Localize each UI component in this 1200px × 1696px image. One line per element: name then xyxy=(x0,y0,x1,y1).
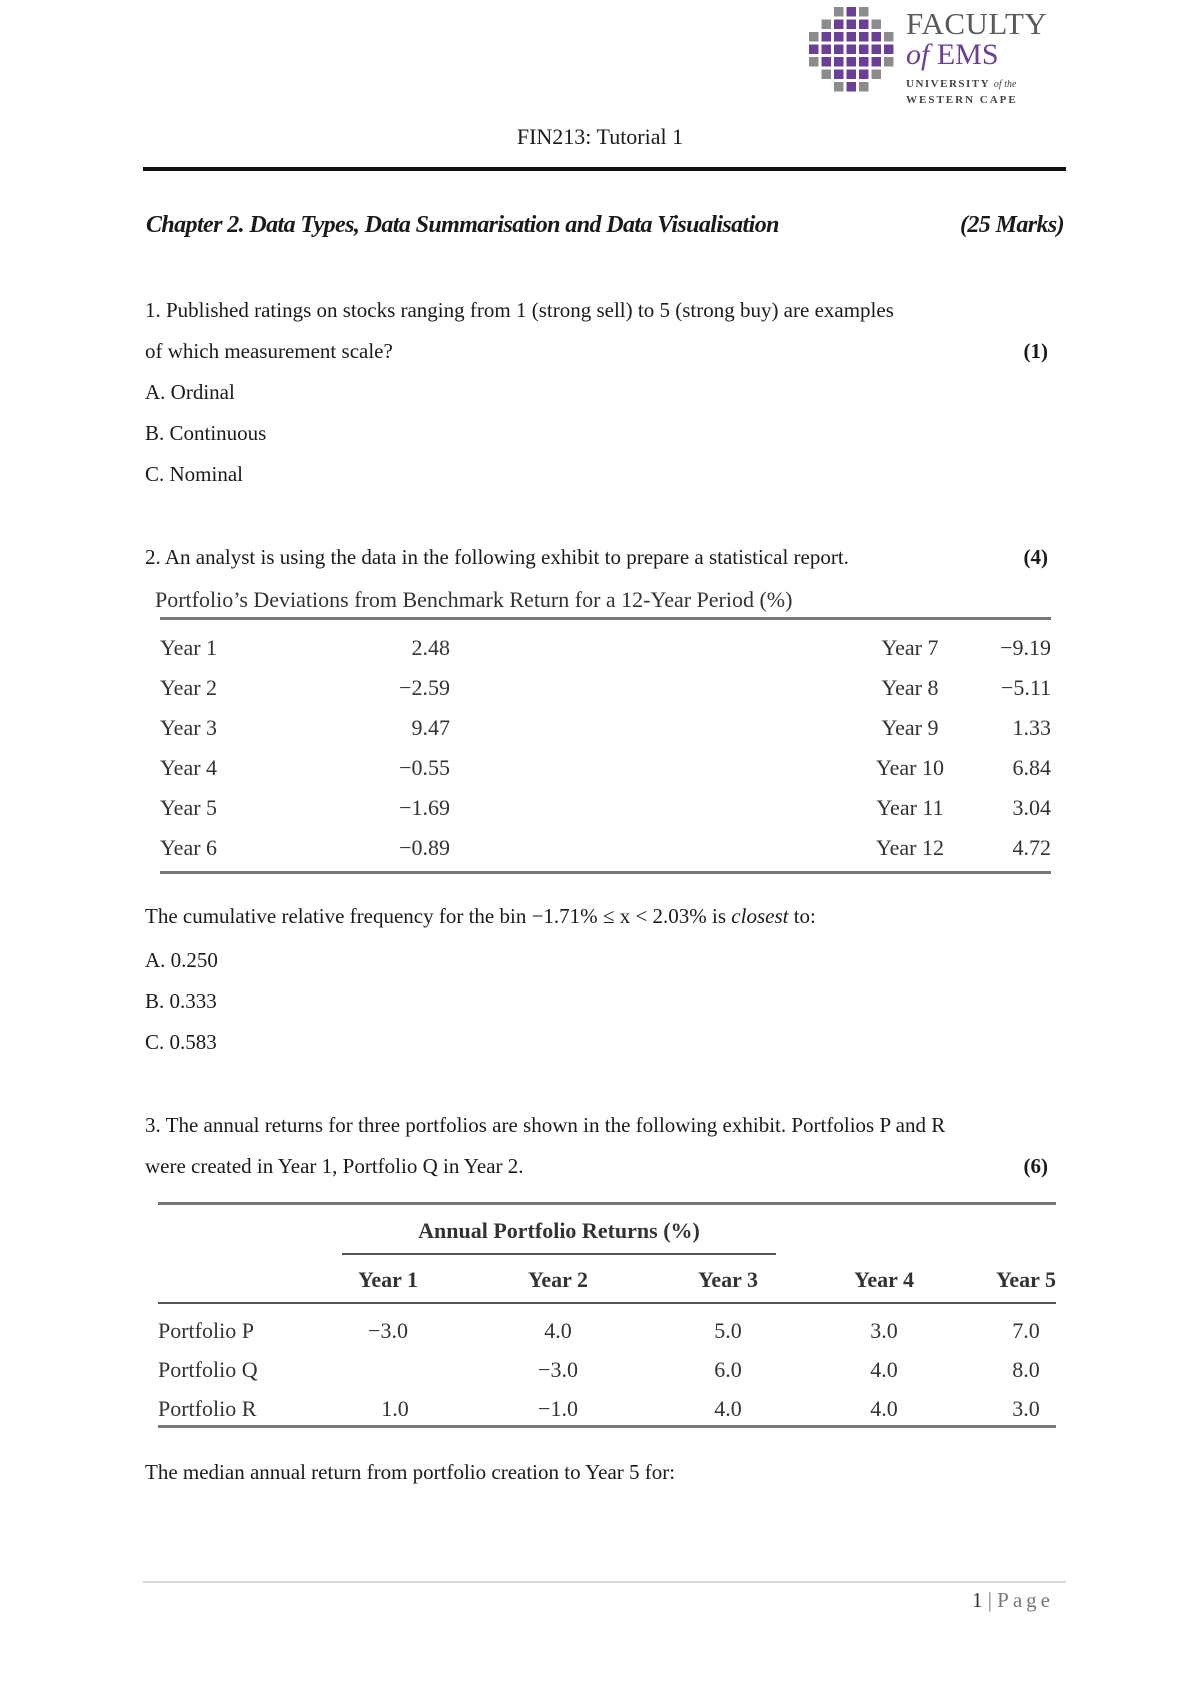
logo-of-text: of xyxy=(906,38,930,71)
logo-dot-purple xyxy=(859,57,869,67)
logo-dot-purple xyxy=(809,45,819,55)
page-number: 1 xyxy=(971,1588,983,1612)
logo-dot-grey xyxy=(872,20,882,30)
column-gap xyxy=(450,828,870,868)
q2-prompt xyxy=(145,904,816,929)
column-gap xyxy=(450,708,870,748)
chapter-marks: (25 Marks) xyxy=(959,212,1064,238)
deviation-value: 6.84 xyxy=(1012,755,1051,780)
q2-text-line-1: 2. An analyst is using the data in the following exhibit to prepare a statistical report. xyxy=(145,545,849,569)
faculty-logo xyxy=(808,6,1048,106)
column-gap xyxy=(450,628,870,668)
q3-text-line-2: were created in Year 1, Portfolio Q in Year 2. xyxy=(145,1154,524,1178)
logo-dot-grey xyxy=(872,70,882,80)
logo-dot-purple xyxy=(859,32,869,42)
deviation-value: −5.11 xyxy=(1000,675,1051,700)
logo-dot-purple xyxy=(834,70,844,80)
logo-dot-grey xyxy=(884,57,894,67)
header-divider xyxy=(143,167,1066,171)
page-footer xyxy=(972,1588,1054,1613)
return-cell: 4.0 xyxy=(714,1396,742,1421)
return-cell: 8.0 xyxy=(1012,1357,1040,1382)
table-row xyxy=(160,828,1051,868)
exhibit-2-header-rule xyxy=(158,1302,1056,1304)
logo-dot-grey xyxy=(822,20,832,30)
deviation-value: 1.33 xyxy=(1012,715,1051,740)
logo-dot-grey xyxy=(809,57,819,67)
logo-dot-grey xyxy=(834,82,844,92)
return-cell: 3.0 xyxy=(870,1318,898,1343)
logo-dot-purple xyxy=(834,20,844,30)
deviation-value: 2.48 xyxy=(411,635,450,660)
logo-dot-purple xyxy=(847,7,857,17)
logo-dot-purple xyxy=(822,57,832,67)
exhibit-2-bottom-rule xyxy=(158,1425,1056,1428)
year-label: Year 2 xyxy=(160,675,218,700)
footer-divider xyxy=(143,1581,1066,1583)
q2-prompt-emphasis: closest xyxy=(731,904,789,928)
q2-prompt-pre: The cumulative relative frequency for the bin −1.71% ≤ x < 2.03% is xyxy=(145,904,732,928)
year-label: Year 1 xyxy=(160,635,218,660)
logo-dot-grey xyxy=(859,82,869,92)
column-header-year-1: Year 1 xyxy=(357,1267,419,1292)
logo-dot-purple xyxy=(872,45,882,55)
page-separator: | xyxy=(987,1588,992,1612)
table-row xyxy=(160,748,1051,788)
q1-option-a: A. Ordinal xyxy=(145,380,235,404)
logo-dot-purple xyxy=(847,32,857,42)
return-cell: 6.0 xyxy=(714,1357,742,1382)
column-header-year-5: Year 5 xyxy=(995,1267,1057,1292)
logo-dot-purple xyxy=(822,45,832,55)
column-header-year-4: Year 4 xyxy=(853,1267,915,1292)
logo-dot-grey xyxy=(809,32,819,42)
q1-option-b: B. Continuous xyxy=(145,421,267,445)
table-row xyxy=(160,708,1051,748)
deviation-value: −0.55 xyxy=(399,755,450,780)
logo-dot-purple xyxy=(847,82,857,92)
logo-dot-purple xyxy=(847,57,857,67)
deviation-value: −9.19 xyxy=(1000,635,1051,660)
row-label-portfolio-p: Portfolio P xyxy=(158,1318,254,1343)
logo-western-cape-text: WESTERN CAPE xyxy=(906,94,1018,106)
table-row xyxy=(160,628,1051,668)
logo-dot-purple xyxy=(859,45,869,55)
logo-dot-purple xyxy=(847,70,857,80)
column-header-year-3: Year 3 xyxy=(697,1267,759,1292)
return-cell: 1.0 xyxy=(381,1396,409,1421)
exhibit-2-group-rule xyxy=(342,1253,776,1255)
exhibit-2-group-header: Annual Portfolio Returns (%) xyxy=(418,1218,700,1243)
q3-marks: (6) xyxy=(1023,1154,1048,1178)
logo-dot-grey xyxy=(834,7,844,17)
return-cell: 4.0 xyxy=(544,1318,572,1343)
exhibit-1-bottom-rule xyxy=(160,871,1051,874)
year-label: Year 5 xyxy=(160,795,218,820)
q2-option-c: C. 0.583 xyxy=(145,1030,217,1054)
return-cell: −1.0 xyxy=(538,1396,578,1421)
logo-dot-purple xyxy=(847,45,857,55)
return-cell: 5.0 xyxy=(714,1318,742,1343)
deviation-value: −2.59 xyxy=(399,675,450,700)
deviation-value: −1.69 xyxy=(399,795,450,820)
q1-text-line-2: of which measurement scale? xyxy=(145,339,393,363)
q1-marks: (1) xyxy=(1023,339,1048,363)
page-label: Page xyxy=(997,1588,1054,1612)
q2-option-a: A. 0.250 xyxy=(145,948,218,972)
deviation-value: 4.72 xyxy=(1012,835,1051,860)
logo-ems-word: EMS xyxy=(936,38,999,71)
logo-of-the: of the xyxy=(993,79,1017,90)
logo-dot-purple xyxy=(872,32,882,42)
logo-dot-purple xyxy=(834,32,844,42)
logo-ems-text xyxy=(906,38,999,72)
deviation-value: 9.47 xyxy=(411,715,450,740)
exhibit-1-top-rule xyxy=(160,617,1051,620)
deviation-value: −0.89 xyxy=(399,835,450,860)
q2-prompt-post: to: xyxy=(788,904,816,928)
logo-dot-purple xyxy=(834,45,844,55)
year-label: Year 6 xyxy=(160,835,218,860)
return-cell: −3.0 xyxy=(368,1318,408,1343)
return-cell: 4.0 xyxy=(870,1357,898,1382)
year-label: Year 4 xyxy=(160,755,218,780)
column-gap xyxy=(450,668,870,708)
table-row xyxy=(160,668,1051,708)
year-label: Year 7 xyxy=(881,635,939,660)
year-label: Year 3 xyxy=(160,715,218,740)
return-cell: −3.0 xyxy=(538,1357,578,1382)
logo-dot-purple xyxy=(822,32,832,42)
chapter-heading: Chapter 2. Data Types, Data Summarisation and Data Visualisation xyxy=(146,212,779,238)
logo-faculty-text: FACULTY xyxy=(906,6,1048,41)
exhibit-2-top-rule xyxy=(158,1202,1056,1205)
logo-dot-purple xyxy=(859,20,869,30)
q2-marks: (4) xyxy=(1023,545,1048,569)
logo-dot-grey xyxy=(884,32,894,42)
column-gap xyxy=(450,788,870,828)
exhibit-1-table xyxy=(160,628,1051,868)
logo-dot-purple xyxy=(859,70,869,80)
column-header-year-2: Year 2 xyxy=(527,1267,589,1292)
logo-dot-purple xyxy=(872,57,882,67)
year-label: Year 10 xyxy=(875,755,945,780)
year-label: Year 11 xyxy=(876,795,944,820)
row-label-portfolio-q: Portfolio Q xyxy=(158,1357,258,1382)
logo-dot-grey xyxy=(822,70,832,80)
q1-option-c: C. Nominal xyxy=(145,462,243,486)
logo-university-word: UNIVERSITY xyxy=(906,78,990,90)
logo-university-text xyxy=(906,78,1016,90)
year-label: Year 8 xyxy=(881,675,939,700)
table-row xyxy=(160,788,1051,828)
logo-dot-grey xyxy=(859,7,869,17)
year-label: Year 12 xyxy=(875,835,945,860)
q1-text-line-1: 1. Published ratings on stocks ranging from 1 (strong sell) to 5 (strong buy) are examples xyxy=(145,298,894,322)
q3-text-line-1: 3. The annual returns for three portfolios are shown in the following exhibit. Portfolios P and R xyxy=(145,1113,946,1137)
logo-dot-purple xyxy=(847,20,857,30)
return-cell: 7.0 xyxy=(1012,1318,1040,1343)
return-cell: 3.0 xyxy=(1012,1396,1040,1421)
q2-option-b: B. 0.333 xyxy=(145,989,217,1013)
deviation-value: 3.04 xyxy=(1012,795,1051,820)
column-gap xyxy=(450,748,870,788)
year-label: Year 9 xyxy=(881,715,939,740)
exhibit-1-caption: Portfolio’s Deviations from Benchmark Return for a 12-Year Period (%) xyxy=(155,587,793,612)
logo-dot-purple xyxy=(884,45,894,55)
page-title: FIN213: Tutorial 1 xyxy=(516,124,684,149)
q3-prompt: The median annual return from portfolio creation to Year 5 for: xyxy=(145,1460,676,1484)
logo-dot-purple xyxy=(834,57,844,67)
logo-dot-grid-icon xyxy=(808,6,898,96)
row-label-portfolio-r: Portfolio R xyxy=(158,1396,257,1421)
return-cell: 4.0 xyxy=(870,1396,898,1421)
